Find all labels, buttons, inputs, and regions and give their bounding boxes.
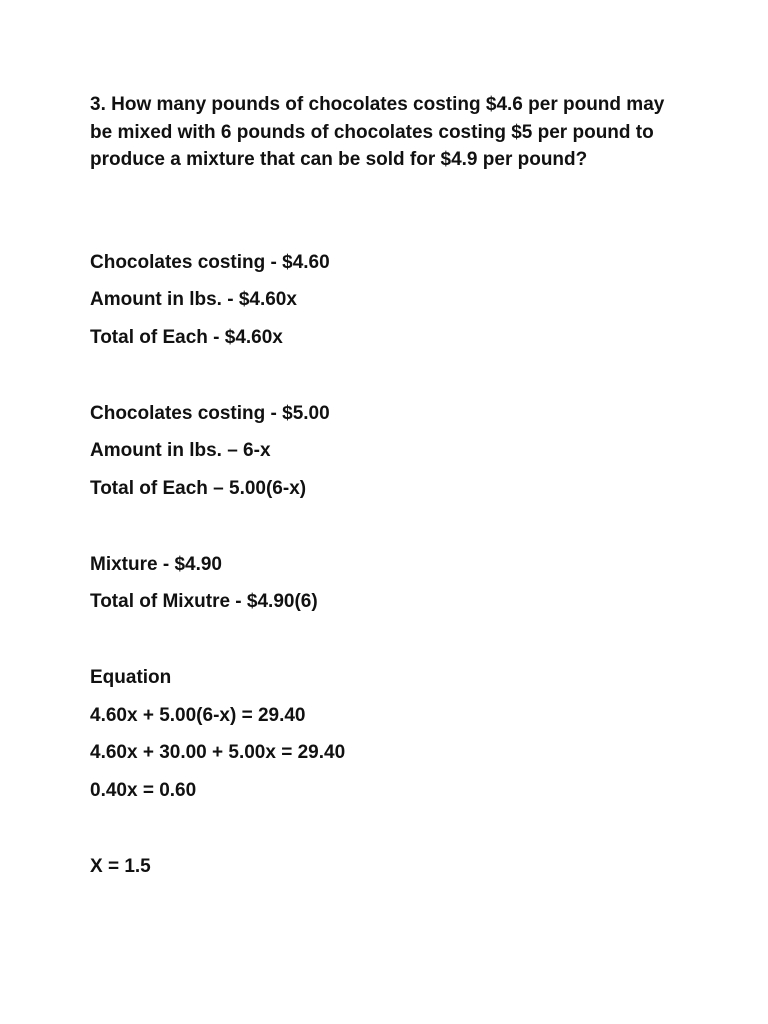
mixture-price: Mixture - $4.90	[90, 554, 222, 575]
document-page	[90, 91, 690, 174]
group1-amount: Amount in lbs. - $4.60x	[90, 289, 297, 310]
answer-text: X = 1.5	[90, 856, 151, 877]
mixture-total: Total of Mixutre - $4.90(6)	[90, 591, 318, 612]
group1-total: Total of Each - $4.60x	[90, 327, 283, 348]
equation-step-1: 4.60x + 5.00(6-x) = 29.40	[90, 705, 306, 726]
group1-costing: Chocolates costing - $4.60	[90, 252, 330, 273]
group2-costing: Chocolates costing - $5.00	[90, 403, 330, 424]
equation-heading: Equation	[90, 667, 172, 688]
equation-step-2: 4.60x + 30.00 + 5.00x = 29.40	[90, 742, 346, 763]
question-text: 3. How many pounds of chocolates costing $4.6 per pound may be mixed with 6 pounds of chocolates costing $5 per pound to produce a mixture that can be sold for $4.9 per pound?	[90, 94, 665, 170]
equation-step-3: 0.40x = 0.60	[90, 780, 197, 801]
group2-total: Total of Each – 5.00(6-x)	[90, 478, 307, 499]
group2-amount: Amount in lbs. – 6-x	[90, 440, 271, 461]
